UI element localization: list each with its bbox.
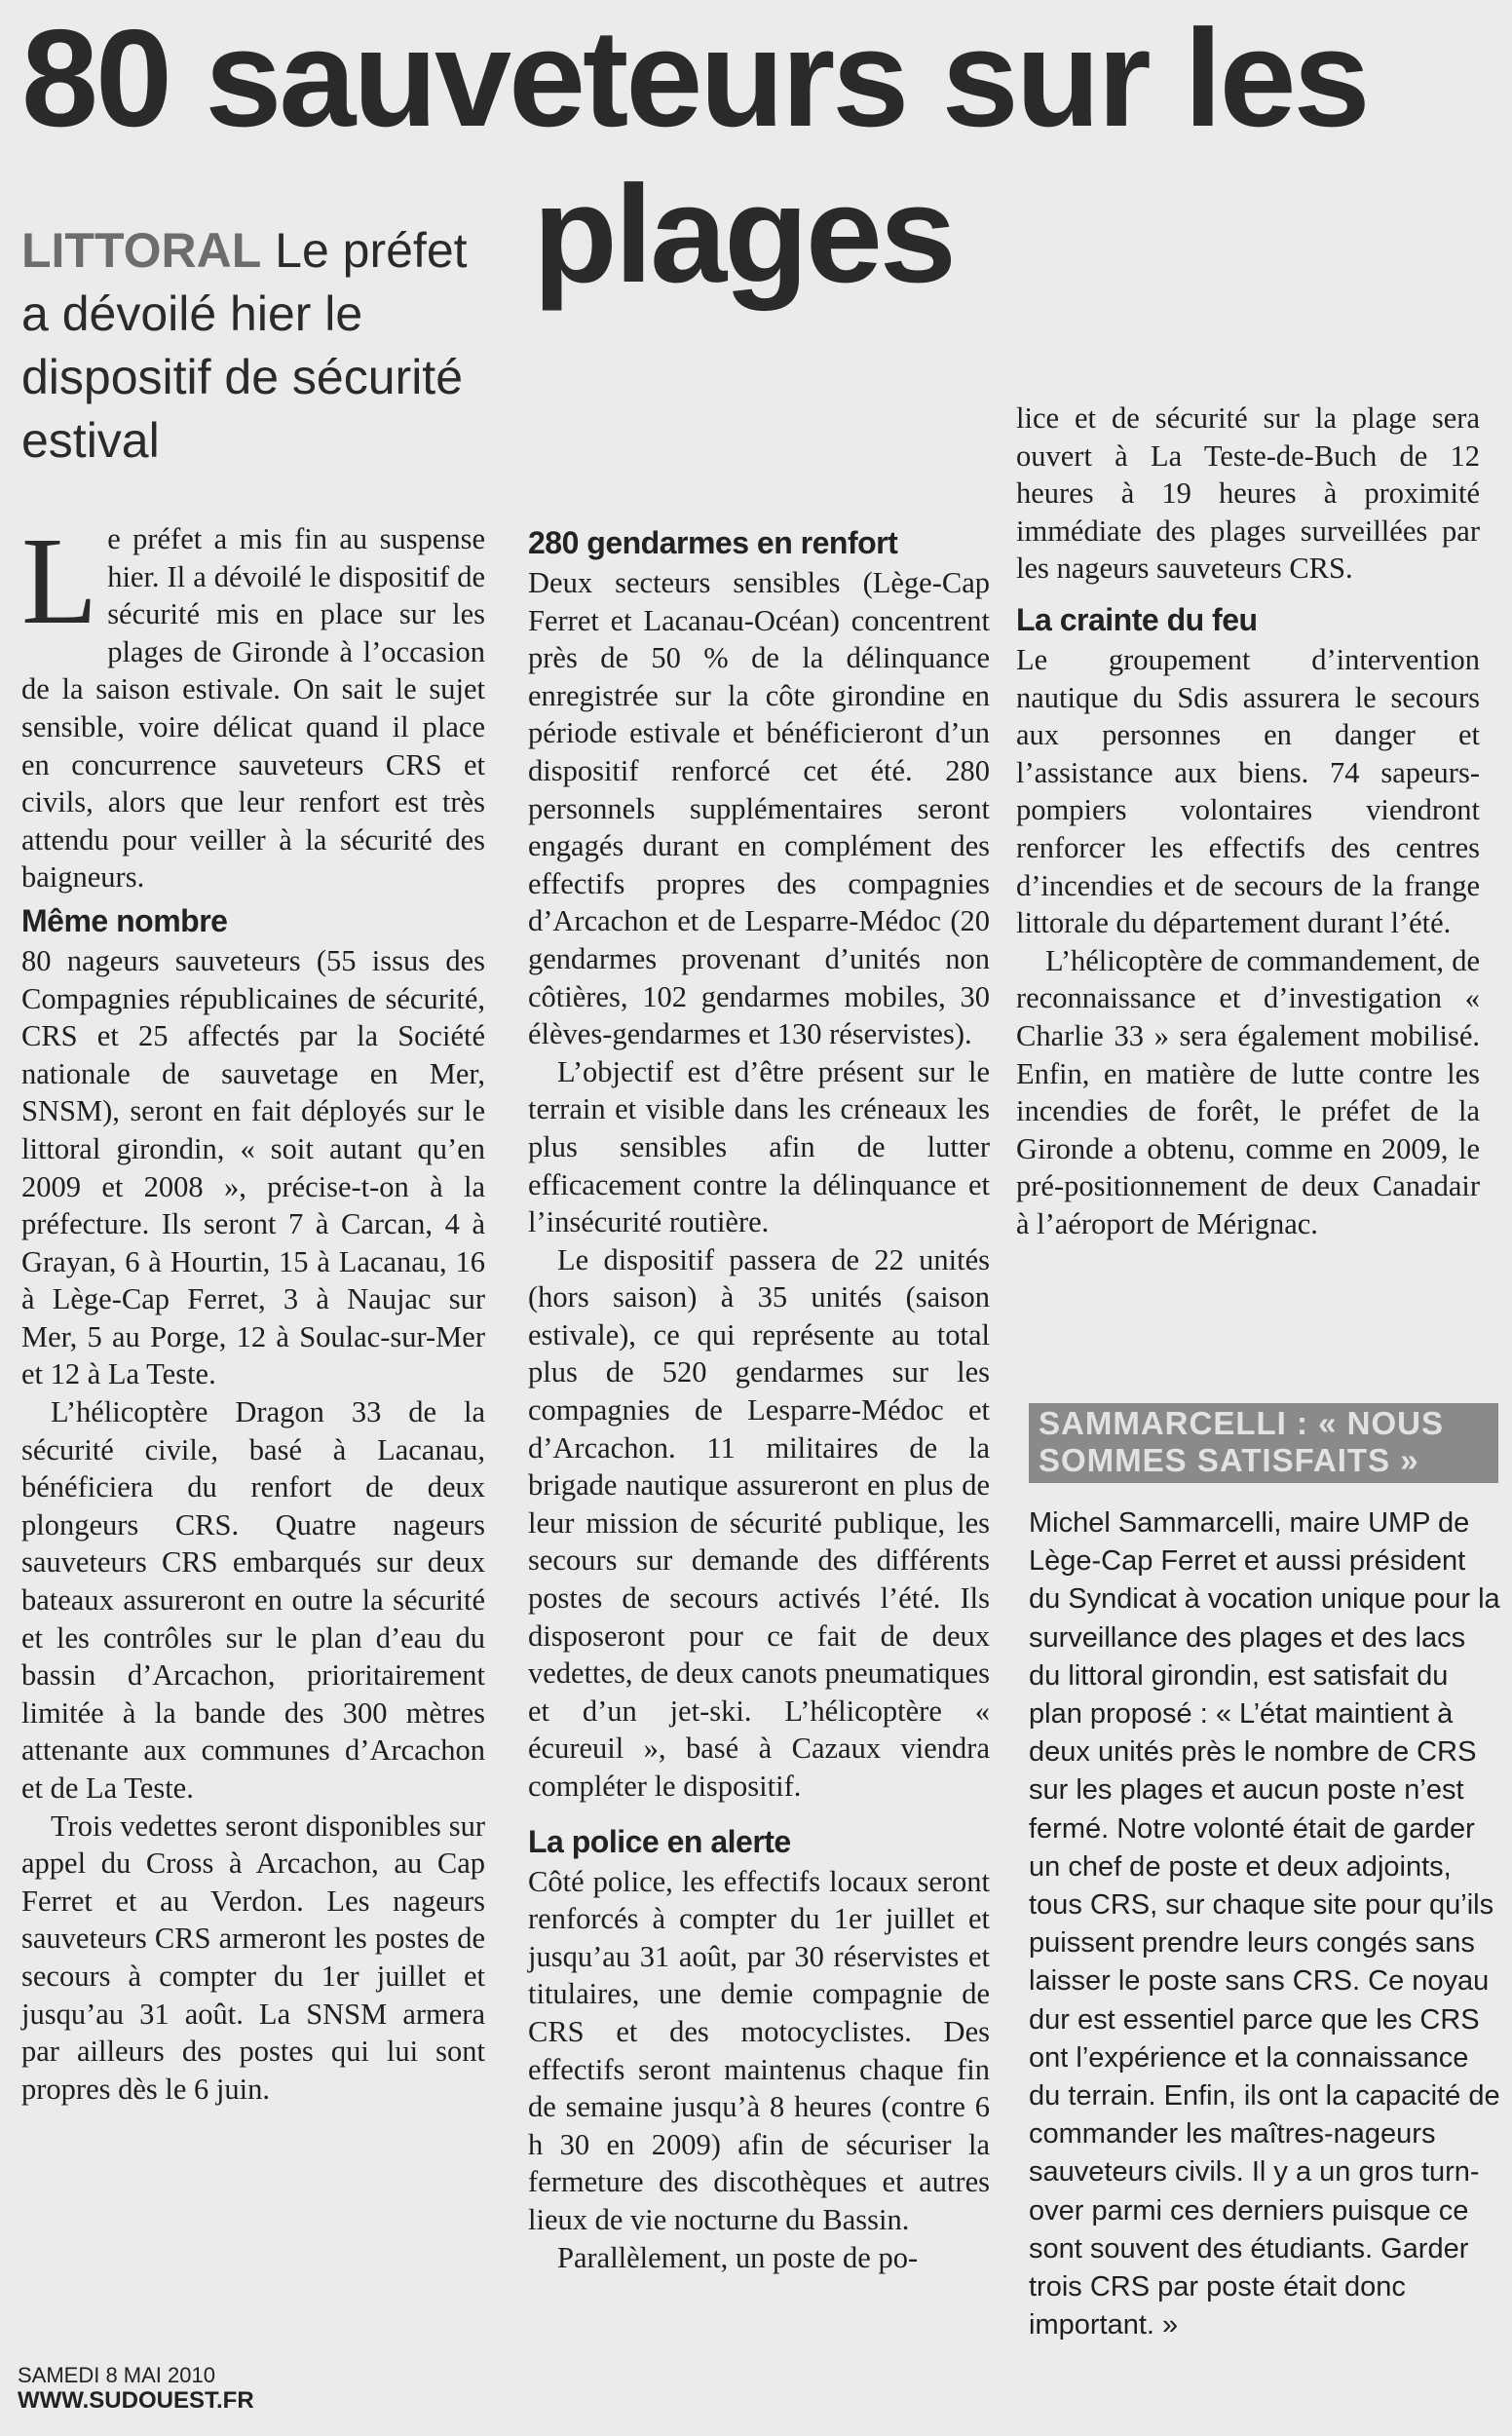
headline-line-2: plages (533, 157, 954, 312)
footer-date: SAMEDI 8 MAI 2010 (18, 2363, 215, 2387)
subhead-feu: La crainte du feu (1016, 601, 1258, 637)
paragraph: L’hélicoptère de commandement, de reconnaissance et d’investigation « Charlie 33 » sera également mobilisé. Enfin, en matière de lutte contre les incendies de forêt, le préfet de la Gironde a obtenu, comme en 2009, le pré-positionnement de deux Canadair à l’aéroport de Mérignac. (1016, 943, 1480, 1240)
sidebar-box (1029, 1403, 1504, 2378)
footer (18, 2364, 254, 2415)
deck-text: Le préfet a dévoilé hier le dispositif de sécurité estival (21, 223, 468, 468)
paragraph: Parallèlement, un poste de po- (557, 2240, 919, 2274)
paragraph: 80 nageurs sauveteurs (55 issus des Compagnies républicaines de sécurité, CRS et 25 affectés par la Société nationale de sauvetage en Mer, SNSM), seront en fait déployés sur le littoral girondin, « soit autant qu’en 2009 et 2008 », précise-t-on à la préfecture. Ils seront 7 à Carcan, 4 à Grayan, 6 à Hourtin, 15 à Lacanau, 16 à Lège-Cap Ferret, 3 à Naujac sur Mer, 5 au Porge, 12 à Soulac-sur-Mer et 12 à La Teste. (21, 943, 485, 1391)
headline-line-1: 80 sauveteurs sur les (21, 1, 1368, 156)
article-column-1 (21, 512, 485, 2108)
subhead-gendarmes: 280 gendarmes en renfort (528, 525, 898, 560)
deck-kicker: LITTORAL (21, 223, 262, 278)
box-text: Michel Sammarcelli, maire UMP de Lège-Cap Ferret et aussi président du Syndicat à vocation unique pour la surveillance des plages et des lacs du littoral girondin, est satisfait du plan proposé : « L’état maintient à deux unités près le nombre de CRS sur les plages et aucun poste n’est fermé. Notre volonté était de garder un chef de poste et deux adjoints, tous CRS, sur chaque site pour qu’ils puissent prendre leurs congés sans laisser le poste sans CRS. Ce noyau dur est essentiel parce que les CRS ont l’expérience et la connaissance du terrain. Enfin, ils ont la capacité de commander les maîtres-nageurs sauveteurs civils. Il y a un gros turn-over parmi ces derniers puisque ce sont souvent des étudiants. Garder trois CRS par poste était donc important. » (1029, 1507, 1500, 2341)
lead-text: e préfet a mis fin au suspense hier. Il a dévoilé le dispositif de sécurité mis en place sur les plages de Gironde à l’occasion de la saison estivale. On sait le sujet sensible, voire délicat quand il place en concurrence sauveteurs CRS et civils, alors que leur renfort est très attendu pour veiller à la sécurité des baigneurs. (21, 522, 485, 894)
article-column-3 (1016, 400, 1480, 1242)
subhead-police: La police en alerte (528, 1823, 791, 1859)
paragraph: Côté police, les effectifs locaux seront renforcés à compter du 1er juillet et jusqu’au 31 août, par 30 réservistes et titulaires, une demie compagnie de CRS et des motocyclistes. Des effectifs seront maintenus chaque fin de semaine jusqu’à 8 heures (contre 6 h 30 en 2009) afin de sécuriser la fermeture des discothèques et autres lieux de vie nocturne du Bassin. (528, 1864, 990, 2236)
box-title: SAMMARCELLI : « NOUS SOMMES SATISFAITS » (1029, 1403, 1498, 1483)
footer-website: WWW.SUDOUEST.FR (18, 2387, 254, 2414)
paragraph: L’objectif est d’être présent sur le terrain et visible dans les créneaux les plus sensibles afin de lutter efficacement contre la délinquance et l’insécurité routière. (528, 1054, 990, 1239)
subhead-meme-nombre: Même nombre (21, 902, 228, 938)
paragraph: Le groupement d’intervention nautique du Sdis assurera le secours aux personnes en danger et l’assistance aux biens. 74 sapeurs-pompiers volontaires viendront renforcer les effectifs des centres d’incendies et de secours de la frange littorale du département durant l’été. (1016, 642, 1480, 940)
drop-cap: L (21, 512, 98, 650)
paragraph: Deux secteurs sensibles (Lège-Cap Ferret et Lacanau-Océan) concentrent près de 50 % de la délinquance enregistrée sur la côte girondine en période estivale et bénéficieront d’un dispositif renforcé cet été. 280 personnels supplémentaires seront engagés durant en complément des effectifs propres des compagnies d’Arcachon et de Lesparre-Médoc (20 gendarmes provenant d’unités non côtières, 102 gendarmes mobiles, 30 élèves-gendarmes et 130 réservistes). (528, 566, 990, 1051)
deck (21, 219, 479, 473)
paragraph: Le dispositif passera de 22 unités (hors saison) à 35 unités (saison estivale), ce qui représente au total plus de 520 gendarmes sur les compagnies de Lesparre-Médoc et d’Arcachon. 11 militaires de la brigade nautique assureront en plus de leur mission de sécurité publique, les secours sur demande des différents postes de secours activés l’été. Ils disposeront pour ce fait de deux vedettes, de deux canots pneumatiques et d’un jet-ski. L’hélicoptère « écureuil », basé à Cazaux viendra compléter le dispositif. (528, 1242, 990, 1803)
paragraph: Trois vedettes seront disponibles sur appel du Cross à Arcachon, au Cap Ferret et au Verdon. Les nageurs sauveteurs CRS armeront les postes de secours à compter du 1er juillet et jusqu’au 31 août. La SNSM armera par ailleurs des postes qui lui sont propres dès le 6 juin. (21, 1808, 485, 2106)
paragraph: L’hélicoptère Dragon 33 de la sécurité civile, basé à Lacanau, bénéficiera du renfort de deux plongeurs CRS. Quatre nageurs sauveteurs CRS embarqués sur deux bateaux assureront en outre la sécurité et les contrôles sur le plan d’eau du bassin d’Arcachon, prioritairement limitée à la bande des 300 mètres attenante aux communes d’Arcachon et de La Teste. (21, 1395, 485, 1805)
lead-paragraph (21, 512, 485, 896)
article-column-2 (528, 518, 990, 2276)
paragraph: lice et de sécurité sur la plage sera ouvert à La Teste-de-Buch de 12 heures à 19 heures à proximité immédiate des plages surveillées par les nageurs sauveteurs CRS. (1016, 401, 1480, 586)
